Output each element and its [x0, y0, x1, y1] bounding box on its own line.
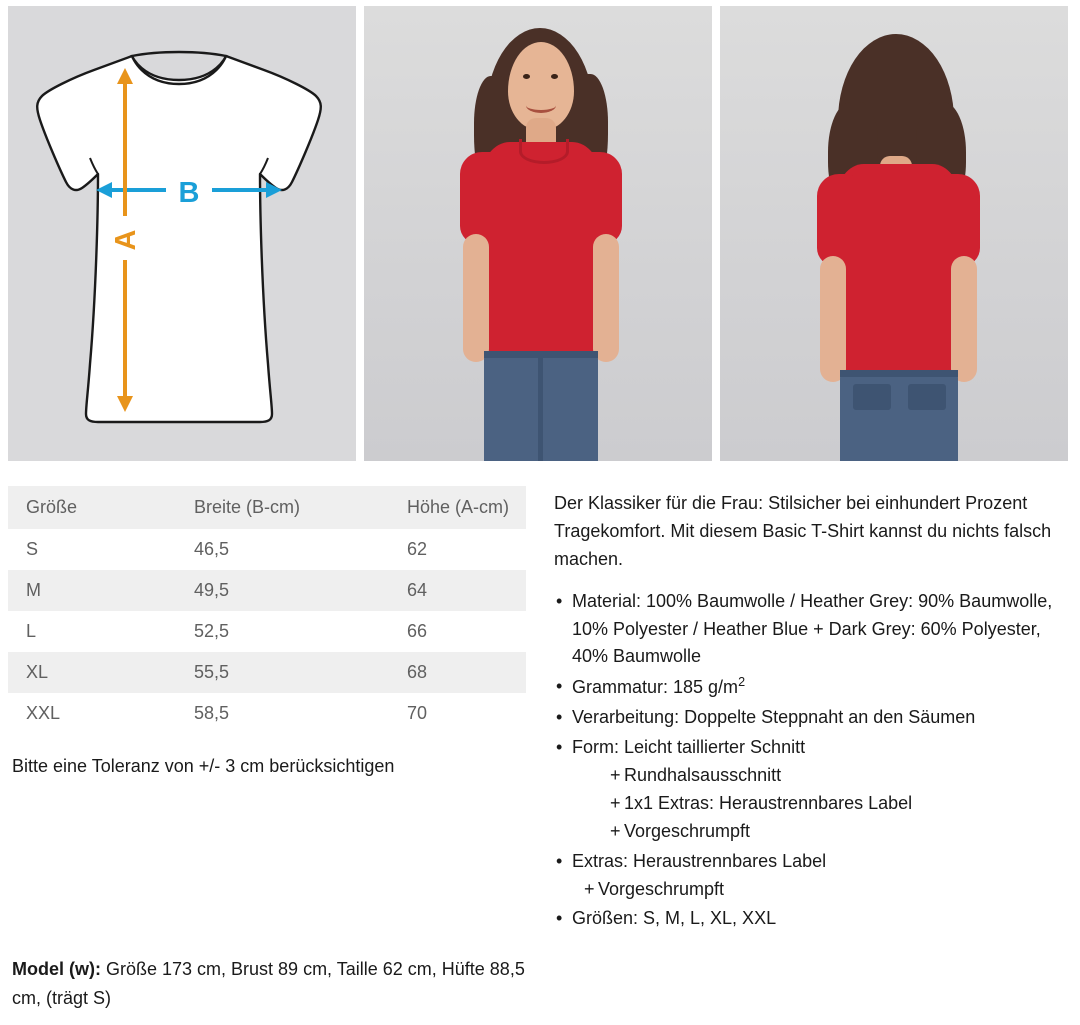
shirt-back-left-sleeve	[817, 174, 857, 266]
cell-height: 62	[389, 529, 526, 570]
table-row	[8, 652, 526, 693]
cell-width: 52,5	[176, 611, 389, 652]
tolerance-note: Bitte eine Toleranz von +/- 3 cm berücksichtigen	[12, 756, 395, 776]
table-row	[8, 611, 526, 652]
header-height: Höhe (A-cm)	[389, 486, 526, 529]
feature-extras	[554, 848, 1064, 904]
product-description-column	[554, 486, 1064, 935]
cell-size: M	[8, 570, 176, 611]
right-arm	[593, 234, 619, 362]
cell-width: 49,5	[176, 570, 389, 611]
face	[508, 42, 574, 130]
feature-grammatur-text: Grammatur: 185 g/m	[572, 677, 739, 698]
feature-list	[554, 588, 1064, 934]
width-arrow-label: B	[178, 177, 200, 209]
cell-size: XXL	[8, 693, 176, 734]
feature-groessen: • Größen: S, M, L, XL, XXL	[554, 905, 1064, 933]
tshirt-schematic-svg	[20, 34, 344, 434]
size-table-column	[8, 486, 536, 935]
size-table-head	[8, 486, 526, 529]
feature-form-sub-1: + Rundhalsausschnitt	[572, 762, 1064, 790]
product-description: Der Klassiker für die Frau: Stilsicher bei einhundert Prozent Tragekomfort. Mit diesem Basic T-Shirt kannst du nichts falsch machen.	[554, 493, 1052, 569]
model-note-label: Model (w):	[12, 959, 101, 980]
cell-width: 46,5	[176, 529, 389, 570]
mouth	[526, 98, 556, 113]
cell-size: S	[8, 529, 176, 570]
shirt-body-outline	[37, 56, 321, 422]
feature-grammatur	[554, 673, 1064, 702]
cell-height: 64	[389, 570, 526, 611]
cell-height: 70	[389, 693, 526, 734]
size-schematic-panel	[8, 6, 356, 461]
jeans-left-pocket	[853, 384, 891, 410]
cell-size: L	[8, 611, 176, 652]
shirt-right-sleeve	[582, 152, 622, 244]
shirt-collar	[519, 139, 569, 164]
feature-extras-text: Extras: Heraustrennbares Label	[572, 850, 827, 871]
size-table-header-row	[8, 486, 526, 529]
model-front-photo	[364, 6, 712, 461]
cell-width: 58,5	[176, 693, 389, 734]
shirt-left-sleeve	[460, 152, 500, 244]
model-back-illustration	[720, 6, 1068, 461]
feature-material: • Material: 100% Baumwolle / Heather Grey: 90% Baumwolle, 10% Polyester / Heather Blue + Dark Grey: 60% Polyester, 40% Baumwolle	[554, 588, 1064, 672]
left-arm	[463, 234, 489, 362]
feature-extras-sub-1: + Vorgeschrumpft	[572, 876, 1064, 904]
model-front-illustration	[364, 6, 712, 461]
header-size: Größe	[8, 486, 176, 529]
product-image-row	[0, 0, 1080, 461]
height-arrow-label: A	[110, 229, 142, 251]
table-row	[8, 570, 526, 611]
size-table	[8, 486, 526, 734]
jeans-right-pocket	[908, 384, 946, 410]
cell-height: 68	[389, 652, 526, 693]
feature-grammatur-exponent: 2	[738, 675, 746, 690]
jeans-seam	[538, 358, 543, 461]
cell-size: XL	[8, 652, 176, 693]
feature-form-sub-2: + 1x1 Extras: Heraustrennbares Label	[572, 790, 1064, 818]
shirt-back-right-sleeve	[940, 174, 980, 266]
jeans-back-waistband	[840, 370, 958, 377]
cell-height: 66	[389, 611, 526, 652]
model-note-text: Größe 173 cm, Brust 89 cm, Taille 62 cm, Hüfte 88,5 cm, (trägt S)	[12, 959, 525, 1009]
model-back-photo	[720, 6, 1068, 461]
feature-form	[554, 734, 1064, 846]
model-measurements-note	[12, 955, 542, 1013]
table-row	[8, 529, 526, 570]
cell-width: 55,5	[176, 652, 389, 693]
header-width: Breite (B-cm)	[176, 486, 389, 529]
left-arm-back	[820, 256, 846, 382]
details-section	[0, 461, 1080, 935]
feature-form-text: Form: Leicht taillierter Schnitt	[572, 737, 806, 758]
right-arm-back	[951, 256, 977, 382]
left-eye	[523, 74, 530, 79]
right-eye	[551, 74, 558, 79]
jeans-waistband	[484, 351, 598, 358]
size-table-body	[8, 529, 526, 734]
feature-form-sub-3: + Vorgeschrumpft	[572, 818, 1064, 846]
feature-verarbeitung: • Verarbeitung: Doppelte Steppnaht an den Säumen	[554, 704, 1064, 732]
table-row	[8, 693, 526, 734]
